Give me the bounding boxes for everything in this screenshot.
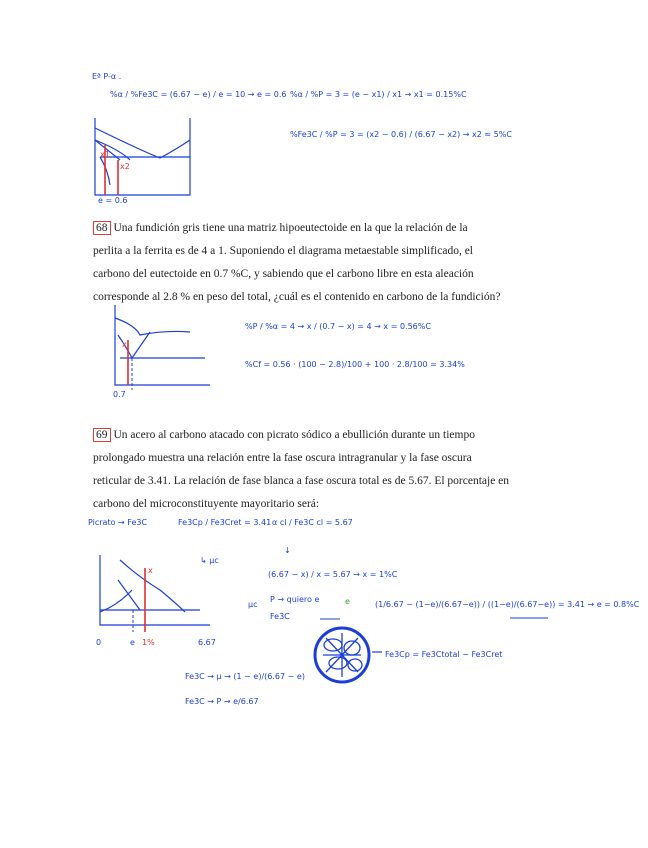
p69-fe3c-label: Fe3C <box>270 612 290 621</box>
problem-68-number: 68 <box>93 221 111 235</box>
problem-69-number: 69 <box>93 428 111 442</box>
p68-axis-label: 0.7 <box>113 390 126 399</box>
problem-69-text <box>93 424 549 516</box>
x1-label: x1 <box>100 150 110 159</box>
p68-line-4: corresponde al 2.8 % en peso del total, ¿cuál es el contenido en carbono de la fundición? <box>93 291 501 303</box>
top-heading: Eª P-α . <box>92 72 122 81</box>
p69-fe3c-p: Fe3C → P → e/6.67 <box>185 697 259 706</box>
axis-1pct: 1% <box>142 638 155 647</box>
p69-eq-x: (6.67 − x) / x = 5.67 → x = 1%C <box>268 570 398 579</box>
p69-x-label: x <box>148 566 153 575</box>
e-value-label: e = 0.6 <box>98 196 128 205</box>
p69-line-2: prolongado muestra una relación entre la fase oscura intragranular y la fase oscura <box>93 452 472 464</box>
microstructure-sketch <box>315 628 382 682</box>
top-eq1: %α / %Fe3C = (6.67 − e) / e = 10 → e = 0.6 <box>110 90 287 99</box>
top-eq3: %Fe3C / %P = 3 = (x2 − 0.6) / (6.67 − x2) → x2 ≈ 5%C <box>290 130 512 139</box>
p69-ratio1: Fe3Cp / Fe3Cret = 3.41 <box>178 518 272 527</box>
x2-label: x2 <box>120 162 130 171</box>
p69-muc-label: μc <box>248 600 258 609</box>
p69-e-green: e <box>345 597 350 606</box>
p69-ratio2: α cl / Fe3C cl = 5.67 <box>272 518 353 527</box>
axis-667: 6.67 <box>198 638 216 647</box>
p69-fe3c-mu: Fe3C → μ → (1 − e)/(6.67 − e) <box>185 672 305 681</box>
p68-eq2: %Cf = 0.56 · (100 − 2.8)/100 + 100 · 2.8/100 = 3.34% <box>245 360 465 369</box>
p69-big-eq: (1/6.67 − (1−e)/(6.67−e)) / ((1−e)/(6.67−e)) = 3.41 → e = 0.8%C <box>375 600 640 609</box>
p68-phase-diagram <box>115 305 210 385</box>
top-eq2: %α / %P = 3 = (e − x1) / x1 → x1 = 0.15%C <box>290 90 467 99</box>
p68-line-1: Una fundición gris tiene una matriz hipoeutectoide en la que la relación de la <box>113 222 468 234</box>
p69-fe3cp-def: Fe3Cp = Fe3Ctotal − Fe3Cret <box>385 650 503 659</box>
p68-eq1: %P / %α = 4 → x / (0.7 − x) = 4 → x = 0.56%C <box>245 322 431 331</box>
p68-line-3: carbono del eutectoide en 0.7 %C, y sabiendo que el carbono libre en esta aleación <box>93 268 474 280</box>
problem-68-text <box>93 217 549 309</box>
axis-e: e <box>130 638 135 647</box>
p69-line-4: carbono del microconstituyente mayoritario será: <box>93 498 320 510</box>
p69-arrow: ↓ <box>284 546 291 555</box>
p69-line-3: reticular de 3.41. La relación de fase blanca a fase oscura total es de 5.67. El porcentaje en <box>93 475 510 487</box>
p68-line-2: perlita a la ferrita es de 4 a 1. Suponiendo el diagrama metaestable simplificado, el <box>93 245 473 257</box>
p69-line-1: Un acero al carbono atacado con picrato sódico a ebullición durante un tiempo <box>113 429 475 441</box>
p69-muc: ↳ μc <box>200 556 219 565</box>
p69-phase-diagram <box>100 555 210 625</box>
p69-p-line: P → quiero e <box>270 595 320 604</box>
p69-picrato: Picrato → Fe3C <box>88 518 148 527</box>
p68-x-label: x <box>122 340 127 349</box>
axis-0: 0 <box>96 638 102 647</box>
